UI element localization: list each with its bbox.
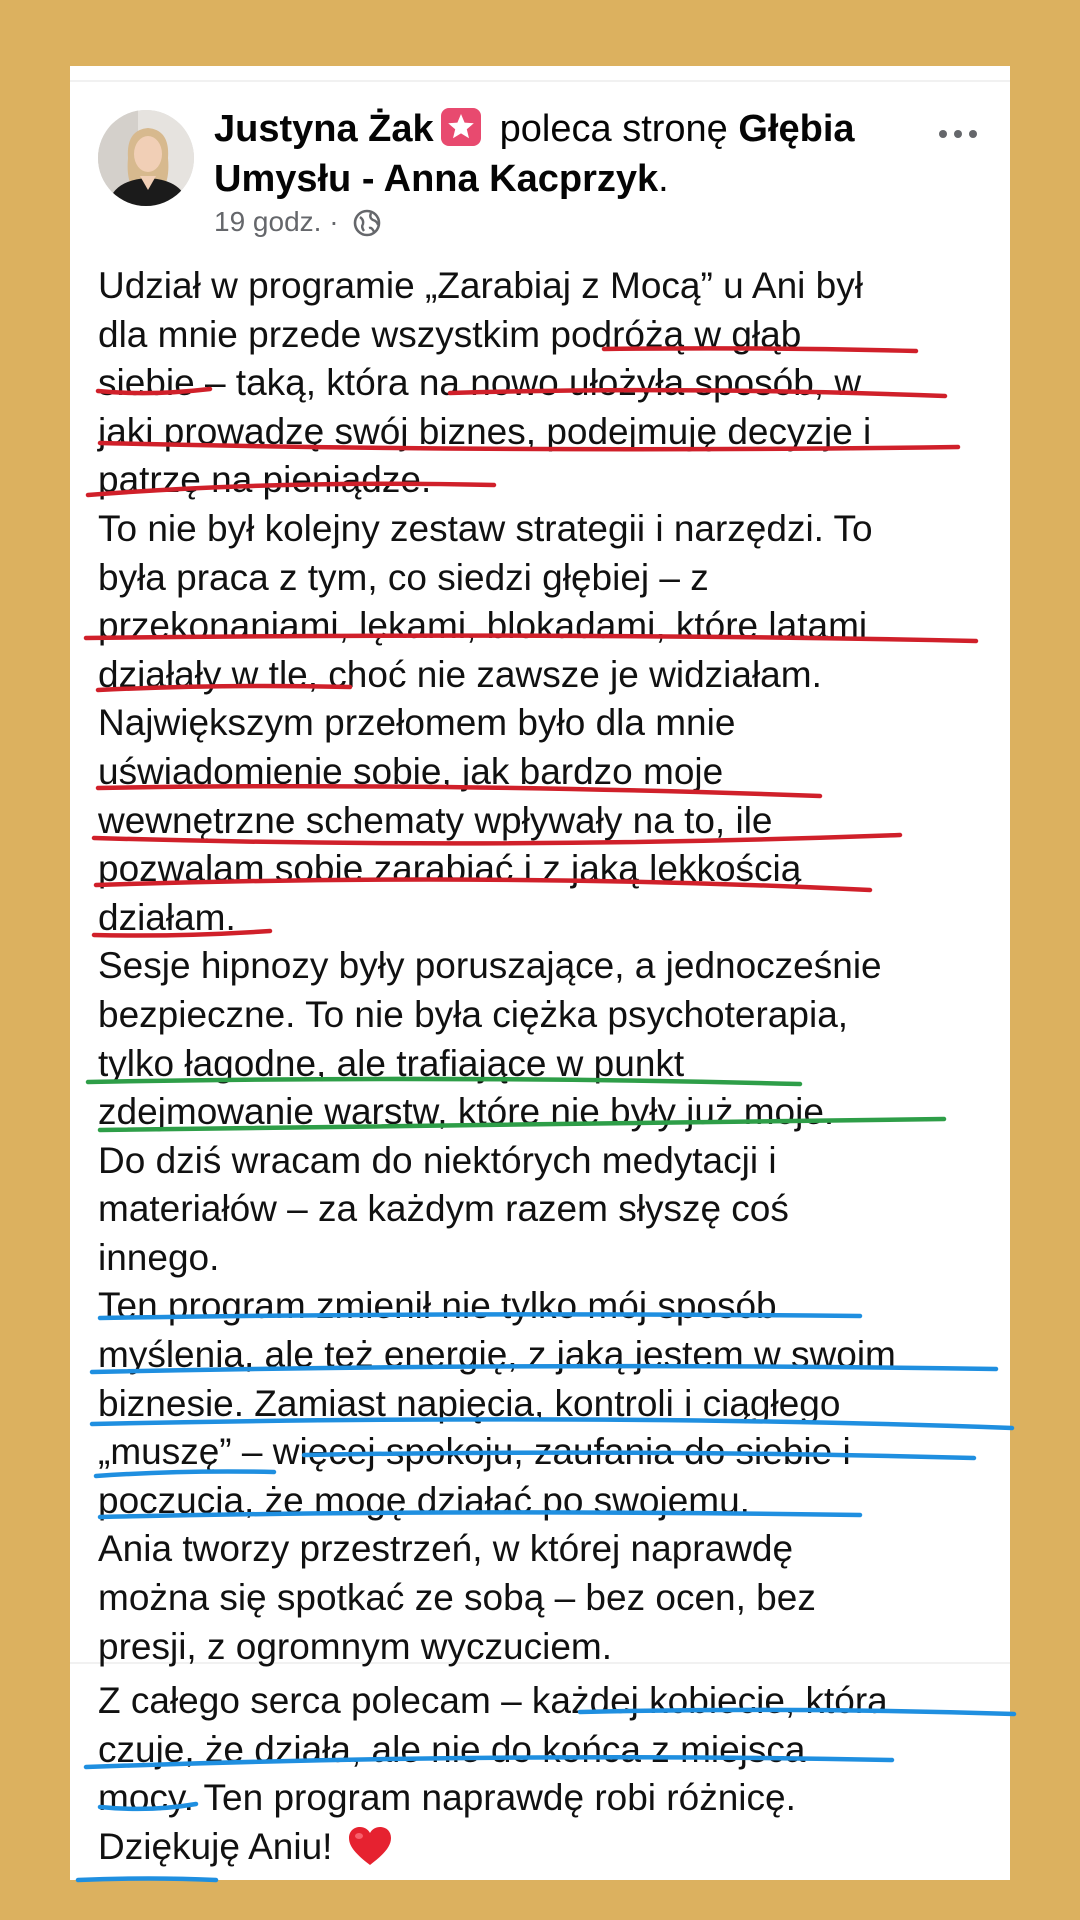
- post-line: biznesie. Zamiast napięcia, kontroli i ciągłego: [98, 1382, 841, 1424]
- page-link[interactable]: Głębia: [738, 108, 855, 150]
- post-meta: [214, 204, 382, 240]
- more-options-icon[interactable]: [936, 124, 980, 144]
- post-line: innego.: [98, 1236, 220, 1278]
- post-line: „muszę” – więcej spokoju, zaufania do siebie i: [98, 1431, 851, 1473]
- post-line: Do dziś wracam do niektórych medytacji i: [98, 1139, 777, 1181]
- recommend-badge-icon: [440, 107, 482, 147]
- post-line: Udział w programie „Zarabiaj z Mocą” u Ani był: [98, 265, 863, 306]
- post-line: To nie był kolejny zestaw strategii i narzędzi. To: [98, 507, 873, 549]
- post-line: Największym przełomem było dla mnie: [98, 702, 736, 744]
- post-line: wewnętrzne schematy wpływały na to, ile: [98, 799, 773, 841]
- thanks-text: Dziękuję Aniu!: [98, 1826, 333, 1867]
- recommends-text: poleca stronę: [499, 108, 728, 150]
- post-line: siebie – taką, która na nowo ułożyła sposób, w: [98, 362, 862, 404]
- red-heart-icon: [347, 1825, 393, 1867]
- post-line: Ten program zmienił nie tylko mój sposób: [98, 1285, 777, 1327]
- post-line: Ania tworzy przestrzeń, w której naprawdę: [98, 1528, 794, 1570]
- post-line: poczucia, że mogę działać po swojemu.: [98, 1479, 750, 1521]
- post-line: działały w tle, choć nie zawsze je widziałam.: [98, 653, 822, 695]
- meta-separator: ·: [329, 206, 339, 237]
- author-avatar[interactable]: [98, 110, 194, 206]
- post-line: przekonaniami, lękami, blokadami, które latami: [98, 605, 868, 647]
- post-line: materiałów – za każdym razem słyszę coś: [98, 1188, 789, 1230]
- post-line-last: [98, 1823, 998, 1872]
- author-name[interactable]: Justyna Żak: [214, 108, 434, 150]
- globe-icon[interactable]: [352, 208, 382, 238]
- post-line: mocy. Ten program naprawdę robi różnicę.: [98, 1777, 796, 1819]
- post-line: presji, z ogromnym wyczuciem.: [98, 1625, 613, 1667]
- page-suffix: .: [658, 158, 669, 200]
- post-body: [98, 262, 998, 1872]
- post-line: myślenia, ale też energię, z jaką jestem w swoim: [98, 1334, 896, 1376]
- post-time[interactable]: 19 godz.: [214, 206, 322, 237]
- card-top-border: [70, 80, 1010, 82]
- post-line: patrzę na pieniądze.: [98, 459, 432, 501]
- page-link-continued[interactable]: Umysłu - Anna Kacprzyk: [214, 158, 659, 200]
- post-line: zdejmowanie warstw, które nie były już moje.: [98, 1091, 835, 1133]
- post-line: Z całego serca polecam – każdej kobiecie, która: [98, 1680, 888, 1722]
- post-line: działam.: [98, 896, 236, 938]
- post-line: Sesje hipnozy były poruszające, a jednocześnie: [98, 945, 882, 987]
- post-line: była praca z tym, co siedzi głębiej – z: [98, 556, 709, 598]
- post-line: tylko łagodne, ale trafiające w punkt: [98, 1042, 685, 1084]
- post-line: dla mnie przede wszystkim podróżą w głąb: [98, 313, 802, 355]
- post-line: jaki prowadzę swój biznes, podejmuję decyzje i: [98, 410, 872, 452]
- post-line: pozwalam sobie zarabiać i z jaką lekkością: [98, 848, 802, 890]
- post-line: można się spotkać ze sobą – bez ocen, bez: [98, 1577, 816, 1619]
- post-card: [70, 66, 1010, 1880]
- post-line: bezpieczne. To nie była ciężka psychoterapia,: [98, 993, 849, 1035]
- post-header: [214, 104, 924, 204]
- post-line: czuje, że działa, ale nie do końca z miejsca: [98, 1728, 806, 1770]
- post-line: uświadomienie sobie, jak bardzo moje: [98, 750, 724, 792]
